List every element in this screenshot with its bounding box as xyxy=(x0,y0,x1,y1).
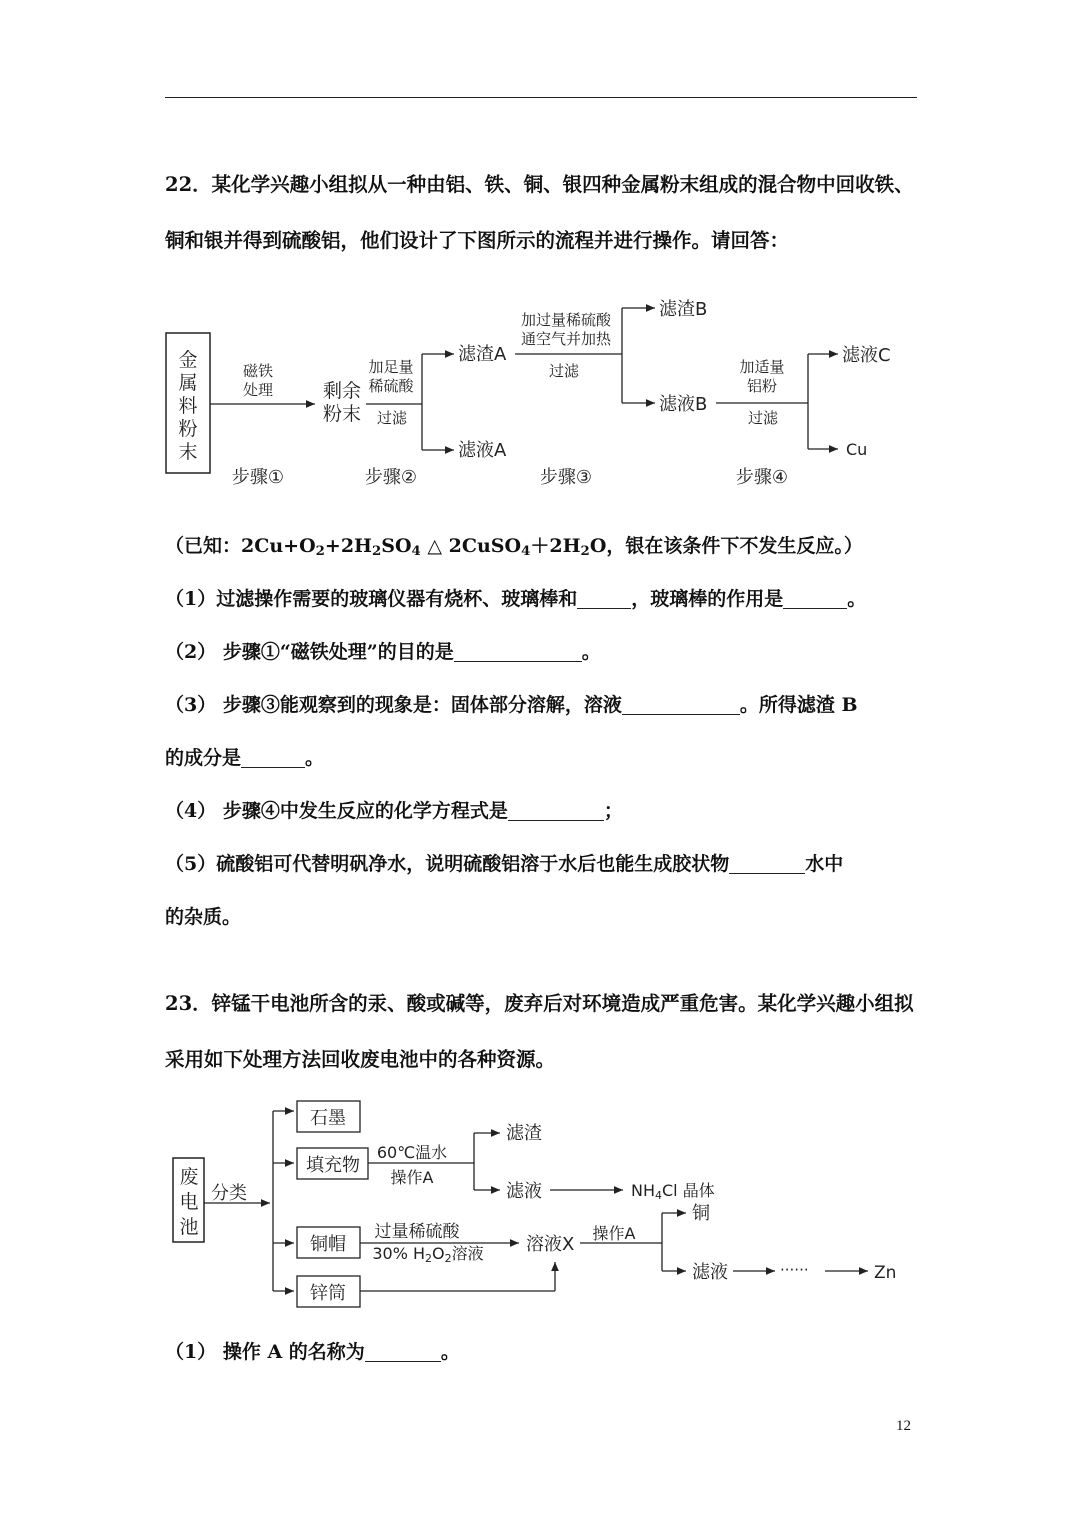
q22-sub-1: （1）过滤操作需要的玻璃仪器有烧杯、玻璃棒和 ，玻璃棒的作用是 。 xyxy=(165,588,867,610)
dots-label: ······ xyxy=(780,1261,809,1279)
remaining-label: 剩余 xyxy=(322,380,362,402)
s3-label-2: 通空气并加热 xyxy=(520,330,612,348)
filtrate-b-label: 滤液B xyxy=(659,394,708,415)
residue-b-label: 滤渣B xyxy=(659,299,708,320)
nh4cl-label: NH4Cl 晶体 xyxy=(631,1181,715,1202)
filtrate-c-label: 滤液C xyxy=(842,345,891,366)
s4-label-1: 加适量 xyxy=(739,358,785,376)
warm-water-label: 60℃温水 xyxy=(376,1143,448,1162)
q22-sub-5: （5）硫酸铝可代替明矾净水，说明硫酸铝溶于水后也能生成胶状物 水中 xyxy=(165,853,844,875)
zn-label: Zn xyxy=(874,1263,897,1283)
filtrate2-label: 滤液 xyxy=(692,1262,728,1283)
s2-label-2: 稀硫酸 xyxy=(368,377,414,395)
step-2-caption: 步骤② xyxy=(364,467,418,488)
q22-sub-2: （2） 步骤①“磁铁处理”的目的是 。 xyxy=(165,641,601,663)
filtrate-label: 滤液 xyxy=(506,1181,542,1202)
cu-label: Cu xyxy=(846,440,868,459)
known-equation: （已知：$2Cu+O_2+2H_2SO_4$ △ $2CuSO_4+2H_2O$，银在该条件下不发生反应。） xyxy=(165,535,863,559)
battery-char-1: 废 xyxy=(179,1166,199,1188)
zinc-can-label: 锌筒 xyxy=(310,1283,346,1304)
battery-char-3: 池 xyxy=(179,1216,199,1238)
q23-sub-1: （1） 操作 A 的名称为 。 xyxy=(165,1341,460,1363)
acid-label: 过量稀硫酸 xyxy=(374,1222,460,1242)
residue-label: 滤渣 xyxy=(506,1123,542,1144)
q22-sub-4: （4） 步骤④中发生反应的化学方程式是 ； xyxy=(165,800,623,822)
residue-a-label: 滤渣A xyxy=(458,344,507,365)
s4-label-2: 铝粉 xyxy=(746,377,778,395)
step-4-caption: 步骤④ xyxy=(735,467,789,488)
start-char-3: 料 xyxy=(178,395,198,417)
graphite-label: 石墨 xyxy=(310,1108,346,1129)
op-a2-label: 操作A xyxy=(592,1224,636,1243)
powder-label: 粉末 xyxy=(322,403,362,425)
s2-filter-label: 过滤 xyxy=(376,409,408,427)
start-char-5: 末 xyxy=(178,441,198,463)
q23-stem: 23．锌锰干电池所含的汞、酸或碱等，废弃后对环境造成严重危害。某化学兴趣小组拟采用如下处理方法回收废电池中的各种资源。 xyxy=(165,992,914,1071)
s4-filter-label: 过滤 xyxy=(747,409,779,427)
step-3-caption: 步骤③ xyxy=(539,467,593,488)
solution-x-label: 溶液X xyxy=(526,1234,575,1255)
treat-label: 处理 xyxy=(242,381,274,399)
q22-sub-3: （3） 步骤③能观察到的现象是：固体部分溶解，溶液 。所得滤渣 B xyxy=(165,694,858,716)
start-char-2: 属 xyxy=(178,372,198,394)
h2o2-label: 30% H2O2溶液 xyxy=(372,1244,484,1265)
op-a-label: 操作A xyxy=(390,1168,434,1187)
start-char-4: 粉 xyxy=(178,418,198,440)
magnet-label: 磁铁 xyxy=(242,362,274,380)
copper-label: 铜 xyxy=(692,1203,710,1224)
step-1-caption: 步骤① xyxy=(231,467,285,488)
battery-char-2: 电 xyxy=(179,1191,199,1213)
page-number: 12 xyxy=(896,1418,911,1434)
q22-sub-3-cont: 的成分是 。 xyxy=(165,747,325,769)
copper-cap-label: 铜帽 xyxy=(310,1234,346,1255)
filtrate-a-label: 滤液A xyxy=(458,440,507,461)
answer-blank-8[interactable] xyxy=(365,1340,441,1362)
start-char-1: 金 xyxy=(178,349,198,371)
classify-label: 分类 xyxy=(211,1183,247,1204)
q22-stem: 22．某化学兴趣小组拟从一种由铝、铁、铜、银四种金属粉末组成的混合物中回收铁、铜和银并得到硫酸铝，他们设计了下图所示的流程并进行操作。请回答： xyxy=(165,173,914,252)
q22-sub-5-cont: 的杂质。 xyxy=(165,906,242,928)
s2-label-1: 加足量 xyxy=(368,358,414,376)
s3-label-1: 加过量稀硫酸 xyxy=(520,311,612,329)
s3-filter-label: 过滤 xyxy=(548,362,580,380)
filler-label: 填充物 xyxy=(306,1155,360,1176)
